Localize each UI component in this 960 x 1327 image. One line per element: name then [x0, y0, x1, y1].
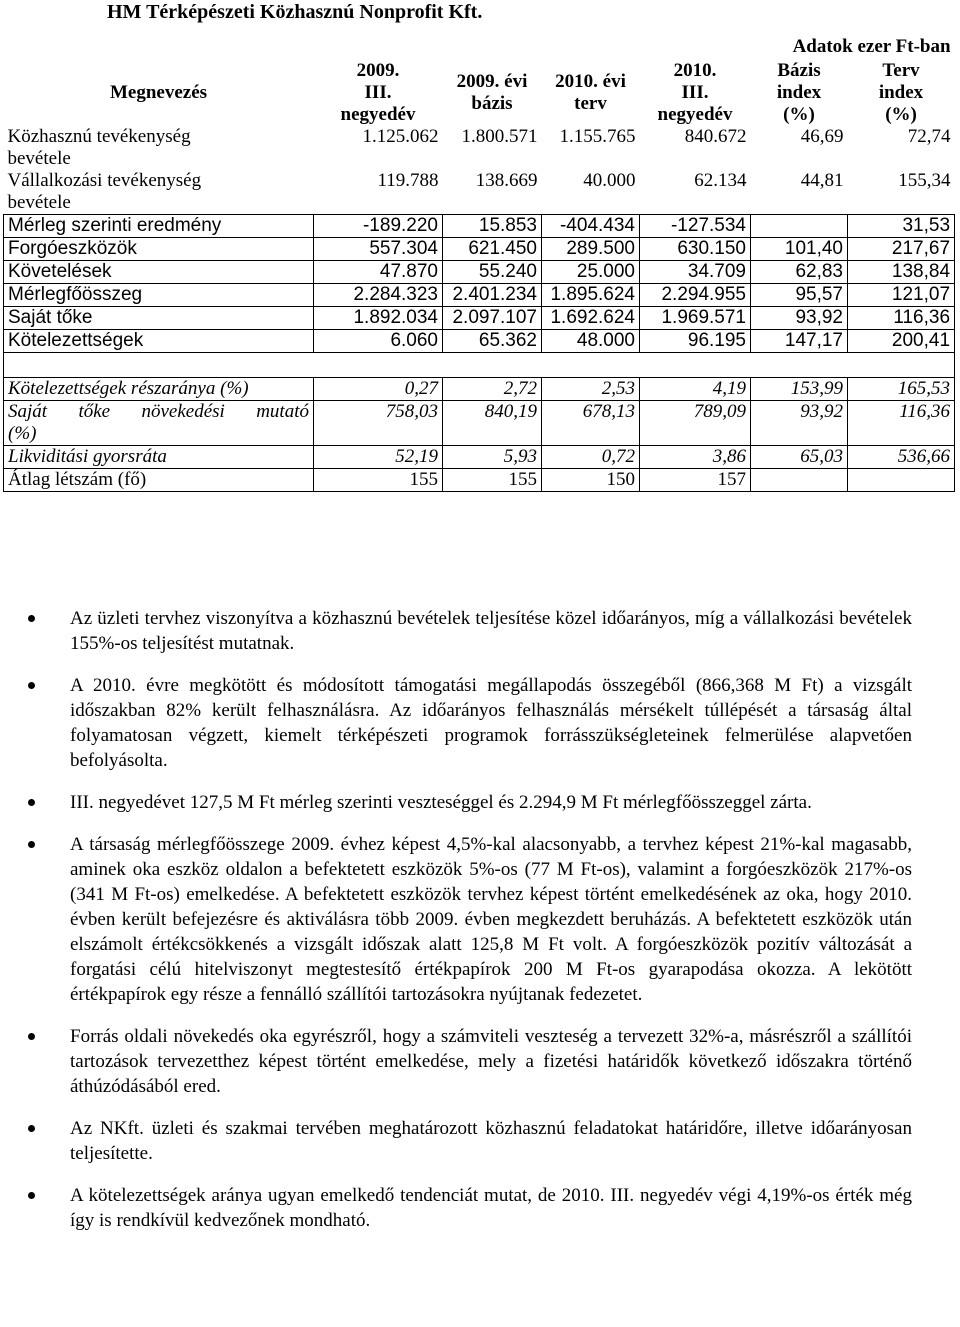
bullet-list — [28, 606, 912, 1250]
header-2010-plan: 2010. évi terv — [555, 71, 626, 114]
list-item: Az NKft. üzleti és szakmai tervében meghatározott közhasznú feladatokat határidőre, illetve időarányosan teljesítette. — [28, 1116, 912, 1166]
spacer-row — [4, 353, 955, 378]
table-row: Követelések 47.870 55.240 25.000 34.709 62,83 138,84 — [4, 261, 955, 284]
list-item: Forrás oldali növekedés oka egyrészről, hogy a számviteli veszteség a tervezett 32%-a, másrészről a szállítói tartozások tervezetthez képest történt emelkedése, mely a fizetési határidők következő időszakra történő áthúzódásából ered. — [28, 1024, 912, 1099]
list-item: A társaság mérlegfőösszege 2009. évhez képest 4,5%-kal alacsonyabb, a tervhez képest 21%-kal magasabb, aminek oka eszköz oldalon a befektetett eszközök 5%-os (77 M Ft-os), valamint a forgóeszközök 217%-os (341 M Ft-os) emelkedése. A befektetett eszközök tervhez képest történt emelkedésének az oka, hogy 2010. évben került befejezésre és aktiválásra több 2009. évben megkezdett beruházás. A befektetett eszközök után elszámolt értékcsökkenés a vizsgált időszak alatt 125,8 M Ft volt. A forgóeszközök pozitív változását a forgatási célú hitelviszonyt megtestesítő értékpapírok 200 M Ft-os gyarapodása okozza. A lekötött értékpapírok egy része a fennálló szállítói tartozásokra nyújtanak fedezetet. — [28, 832, 912, 1007]
bullet-icon — [28, 799, 35, 806]
list-item: A 2010. évre megkötött és módosított támogatási megállapodás összegéből (866,368 M Ft) a vizsgált időszakban 82% került felhasználásra. Az időarányos felhasználás mérsékelt túllépését a társaság által folyamatosan végzett, kiemelt térképészeti programok forrásszükségleteinek felmerülése alapvetően befolyásolta. — [28, 673, 912, 773]
table-row: Mérlegfőösszeg 2.284.323 2.401.234 1.895.624 2.294.955 95,57 121,07 — [4, 284, 955, 307]
bullet-icon — [28, 1125, 35, 1132]
header-row — [4, 60, 955, 126]
header-2009-basis: 2009. évi bázis — [456, 71, 528, 114]
list-item: III. negyedévet 127,5 M Ft mérleg szerinti veszteséggel és 2.294,9 M Ft mérlegfőösszeggel zárta. — [28, 790, 912, 815]
table-row: Vállalkozási tevékenység bevétele 119.788 138.669 40.000 62.134 44,81 155,34 — [7, 170, 951, 213]
table-row: Kötelezettségek részaránya (%) 0,27 2,72 2,53 4,19 153,99 165,53 — [4, 378, 955, 401]
header-2009-q3: 2009. III. negyedév — [340, 60, 416, 125]
bullet-icon — [28, 841, 35, 848]
header-name: Megnevezés — [109, 82, 208, 103]
bullet-icon — [28, 615, 35, 622]
table-row: Közhasznú tevékenység bevétele 1.125.062 1.800.571 1.155.765 840.672 46,69 72,74 — [7, 126, 951, 169]
header-2010-q3: 2010. III. negyedév — [657, 60, 733, 125]
table-row: Mérleg szerinti eredmény -189.220 15.853 -404.434 -127.534 31,53 — [4, 215, 955, 238]
company-title: HM Térképészeti Közhasznú Nonprofit Kft. — [107, 1, 483, 23]
table-row: Forgóeszközök 557.304 621.450 289.500 630.150 101,40 217,67 — [4, 238, 955, 261]
header-plan-index: Terv index (%) — [878, 60, 924, 125]
bullet-icon — [28, 682, 35, 689]
unit-row — [4, 36, 955, 60]
bullet-icon — [28, 1192, 35, 1199]
table-row: Saját tőke növekedési mutató (%) 758,03 840,19 678,13 789,09 93,92 116,36 — [4, 401, 955, 446]
list-item: A kötelezettségek aránya ugyan emelkedő tendenciát mutat, de 2010. III. negyedév végi 4,19%-os érték még így is rendkívül kedvezőnek mondható. — [28, 1183, 912, 1233]
header-basis-index: Bázis index (%) — [776, 60, 822, 125]
bullet-icon — [28, 1033, 35, 1040]
financial-table — [3, 36, 955, 492]
table-row: Saját tőke 1.892.034 2.097.107 1.692.624 1.969.571 93,92 116,36 — [4, 307, 955, 330]
table-row: Átlag létszám (fő) 155 155 150 157 — [4, 469, 955, 492]
table-row: Kötelezettségek 6.060 65.362 48.000 96.195 147,17 200,41 — [4, 330, 955, 353]
list-item: Az üzleti tervhez viszonyítva a közhasznú bevételek teljesítése közel időarányos, míg a vállalkozási bevételek 155%-os teljesítést mutatnak. — [28, 606, 912, 656]
table-row: Likviditási gyorsráta 52,19 5,93 0,72 3,86 65,03 536,66 — [4, 446, 955, 469]
unit-note: Adatok ezer Ft-ban — [792, 36, 951, 57]
